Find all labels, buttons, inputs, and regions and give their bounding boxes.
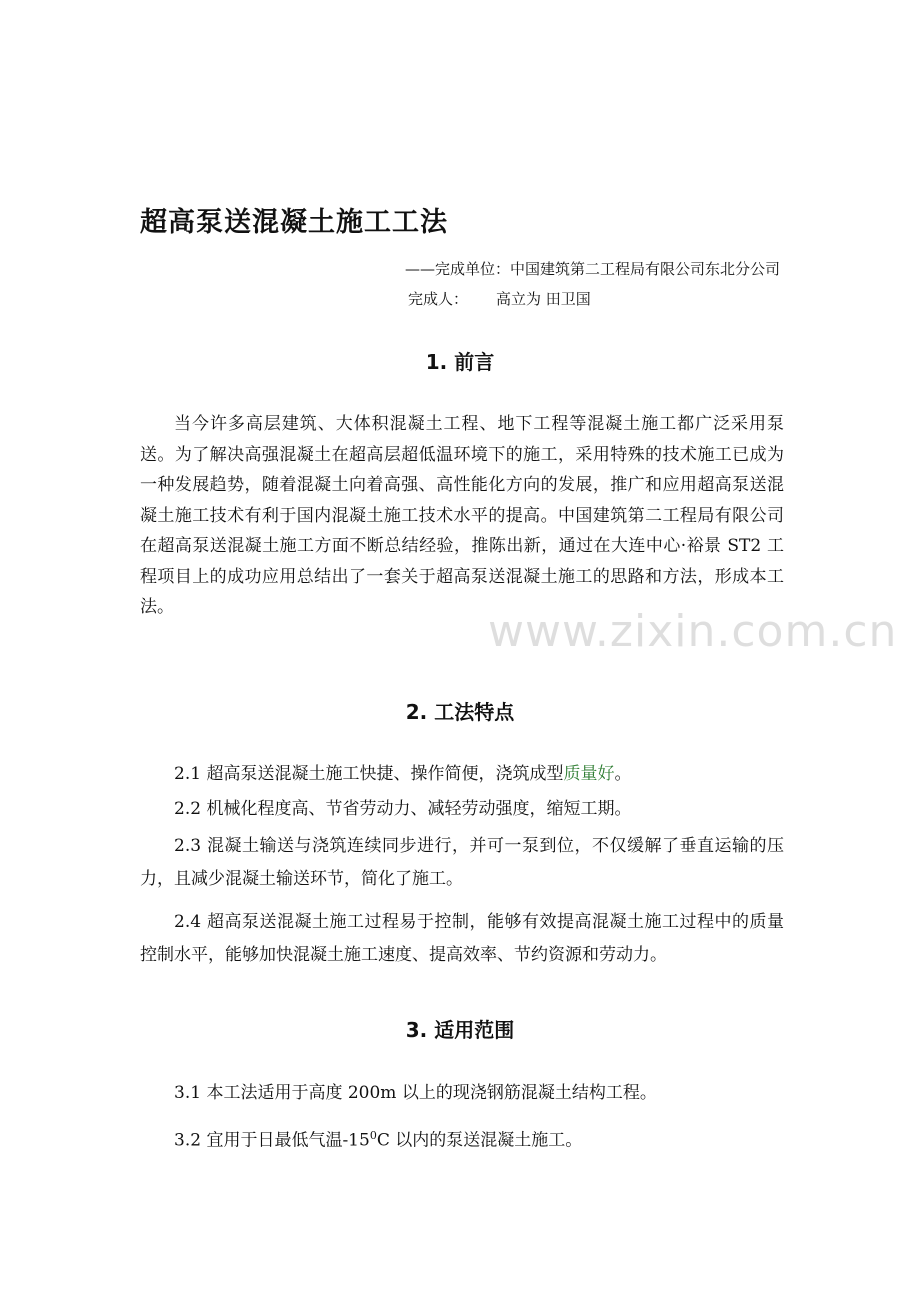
document-title: 超高泵送混凝土施工工法 — [140, 207, 448, 238]
feature-item-text: 2.1 超高泵送混凝土施工快捷、操作简便，浇筑成型 — [174, 764, 564, 784]
author-line — [408, 288, 591, 309]
scope-item-sup: 0 — [369, 1129, 377, 1142]
author-label: 完成人： — [408, 290, 469, 308]
watermark: www.zixin.com.cn — [488, 606, 898, 657]
scope-item — [140, 1119, 784, 1158]
feature-item: 2.4 超高泵送混凝土施工过程易于控制，能够有效提高混凝土施工过程中的质量控制水平，能够加快混凝土施工速度、提高效率、节约资源和劳动力。 — [140, 912, 784, 965]
scope-item-post: C 以内的泵送混凝土施工。 — [376, 1130, 583, 1151]
feature-item-end: 。 — [614, 764, 632, 784]
feature-item: 2.2 机械化程度高、节省劳动力、减轻劳动强度，缩短工期。 — [174, 799, 632, 819]
scope-item: 3.1 本工法适用于高度 200m 以上的现浇钢筋混凝土结构工程。 — [174, 1083, 657, 1103]
section-heading-preface: 1. 前言 — [425, 350, 495, 374]
feature-item — [140, 758, 784, 791]
preface-paragraph: 当今许多高层建筑、大体积混凝土工程、地下工程等混凝土施工都广泛采用泵送。为了解决高强混凝土在超高层超低温环境下的施工，采用特殊的技术施工已成为一种发展趋势，随着混凝土向着高强、高性能化方向的发展，推广和应用超高泵送混凝土施工技术有利于国内混凝土施工技术水平的提高。中国建筑第二工程局有限公司在超高泵送混凝土施工方面不断总结经验，推陈出新，通过在大连中心·裕景 ST2 工程项目上的成功应用总结出了一套关于超高泵送混凝土施工的思路和方法，形成本工法。 — [140, 414, 784, 617]
completion-unit: ——完成单位：中国建筑第二工程局有限公司东北分公司 — [404, 260, 780, 278]
feature-item: 2.3 混凝土输送与浇筑连续同步进行，并可一泵到位，不仅缓解了垂直运输的压力，且减少混凝土输送环节，简化了施工。 — [140, 836, 784, 889]
section-heading-scope: 3. 适用范围 — [405, 1018, 515, 1042]
feature-item-highlight: 质量好 — [563, 764, 615, 784]
section-heading-features: 2. 工法特点 — [405, 700, 515, 724]
scope-item-pre: 3.2 宜用于日最低气温-15 — [174, 1130, 370, 1151]
author-names: 高立为 田卫国 — [496, 290, 591, 308]
